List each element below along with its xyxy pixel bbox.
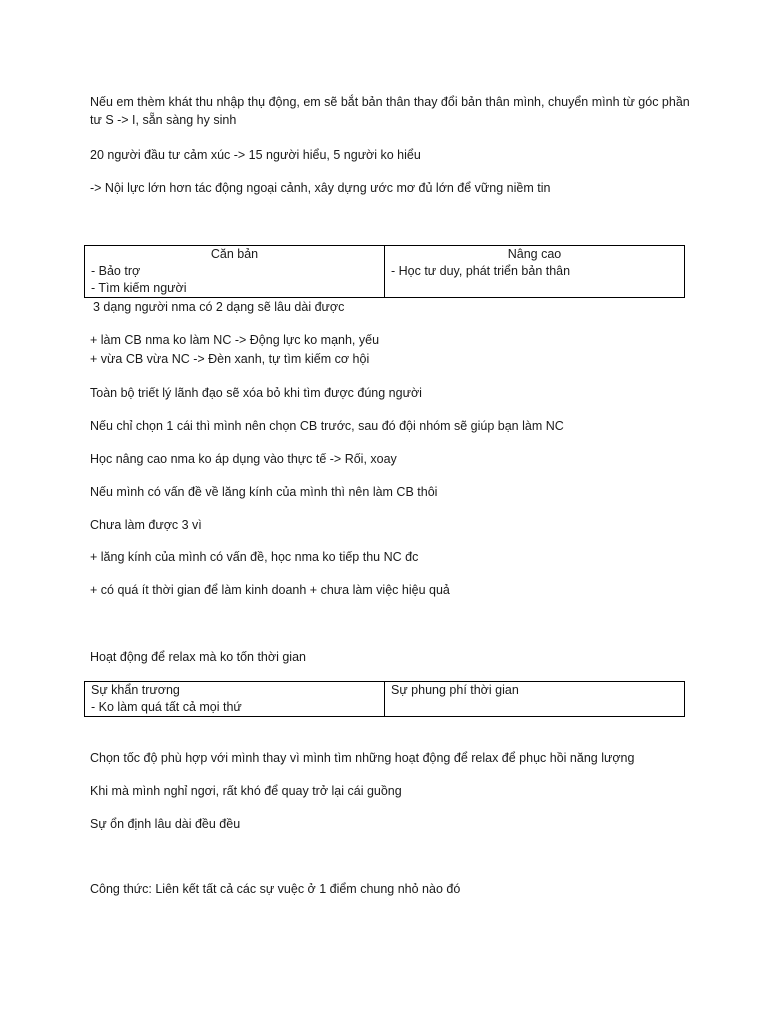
paragraph-leadership: Toàn bộ triết lý lãnh đạo sẽ xóa bỏ khi tìm được đúng người [90, 386, 422, 400]
urgency-waste-table [84, 681, 685, 717]
paragraph-reason-lens: + lăng kính của mình có vấn đề, học nma ko tiếp thu NC đc [90, 550, 419, 564]
table-cell-time-waste [385, 682, 685, 717]
basic-advanced-table [84, 245, 685, 298]
table-item: - Tìm kiếm người [91, 281, 187, 295]
paragraph-choose-cb-first: Nếu chỉ chọn 1 cái thì mình nên chọn CB trước, sau đó đội nhóm sẽ giúp bạn làm NC [90, 419, 564, 433]
table-item: - Ko làm quá tất cả mọi thứ [91, 700, 242, 714]
paragraph-advanced-no-practice: Học nâng cao nma ko áp dụng vào thực tế -> Rối, xoay [90, 452, 397, 466]
paragraph-emotional-investors: 20 người đầu tư cảm xúc -> 15 người hiểu, 5 người ko hiểu [90, 148, 421, 162]
paragraph-reason-time: + có quá ít thời gian để làm kinh doanh + chưa làm việc hiệu quả [90, 583, 450, 597]
paragraph-inner-strength: -> Nội lực lớn hơn tác động ngoại cảnh, xây dựng ước mơ đủ lớn để vững niềm tin [90, 181, 551, 195]
paragraph-cb-only: + làm CB nma ko làm NC -> Động lực ko mạnh, yếu [90, 333, 380, 347]
table-item: Sự khẩn trương [91, 683, 180, 697]
table-cell-advanced [385, 246, 685, 298]
paragraph-rest-hard-return: Khi mà mình nghỉ ngơi, rất khó để quay trở lại cái guồng [90, 784, 402, 798]
table-item: Sự phung phí thời gian [391, 683, 519, 697]
paragraph-three-types: 3 dạng người nma có 2 dạng sẽ lâu dài được [93, 300, 345, 314]
paragraph-lens-problem: Nếu mình có vấn đề về lăng kính của mình thì nên làm CB thôi [90, 485, 438, 499]
table-header-basic: Căn bản [210, 247, 259, 261]
table-cell-urgency [85, 682, 385, 717]
paragraph-formula: Công thức: Liên kết tất cả các sự vuệc ở 1 điểm chung nhỏ nào đó [90, 882, 461, 896]
paragraph-passive-income: Nếu em thèm khát thu nhập thụ động, em sẽ bắt bản thân thay đổi bản thân mình, chuyển mình từ góc phần tư S -> I, sẵn sàng hy sinh [90, 95, 690, 127]
table-cell-basic [85, 246, 385, 298]
paragraph-long-stability: Sự ổn định lâu dài đều đều [90, 817, 241, 831]
paragraph-choose-pace: Chọn tốc độ phù hợp với mình thay vì mình tìm những hoạt động để relax để phục hồi năng lượng [90, 751, 635, 765]
paragraph-not-done-yet: Chưa làm được 3 vì [90, 518, 202, 532]
table-header-advanced: Nâng cao [507, 247, 562, 261]
table-item: - Bảo trợ [91, 264, 141, 278]
paragraph-relax-activities: Hoạt động để relax mà ko tốn thời gian [90, 650, 306, 664]
paragraph-cb-and-nc: + vừa CB vừa NC -> Đèn xanh, tự tìm kiếm cơ hội [90, 352, 370, 366]
table-item: - Học tư duy, phát triển bản thân [391, 264, 571, 278]
